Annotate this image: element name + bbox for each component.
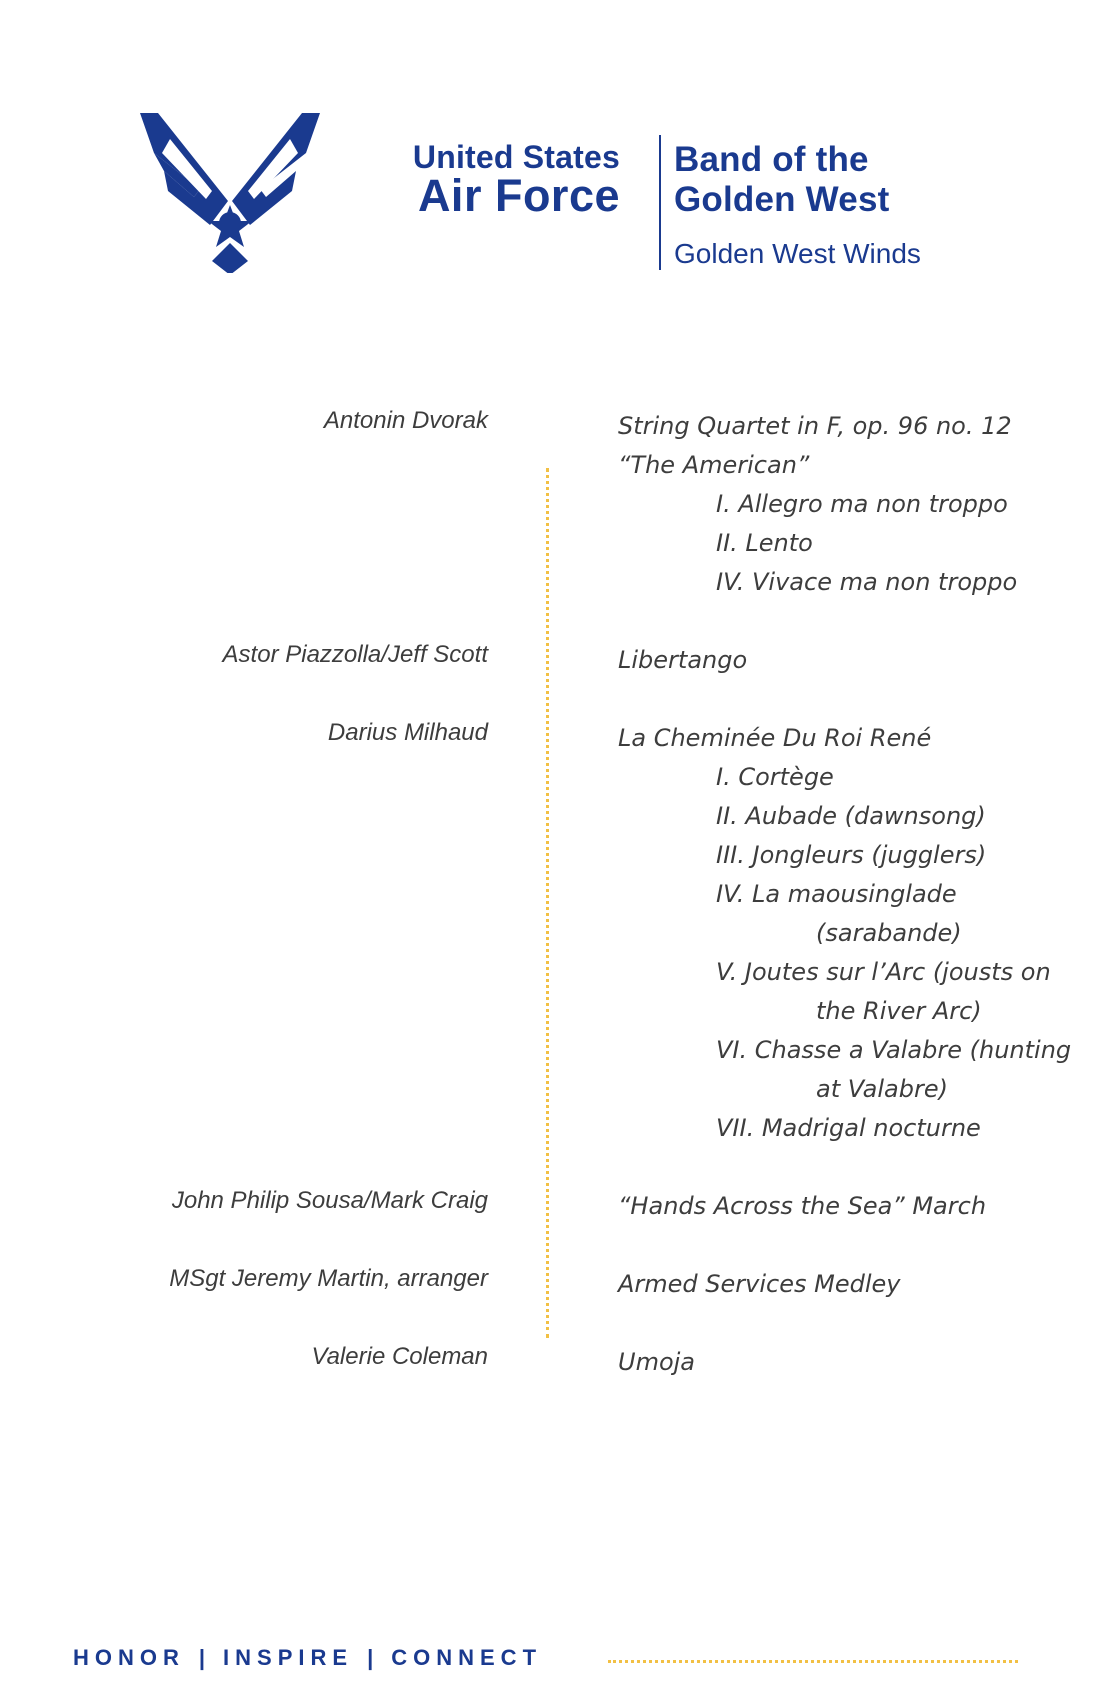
composer-name: Astor Piazzolla/Jeff Scott [222, 641, 488, 668]
footer-dotted-rule [608, 1660, 1018, 1663]
work-title-line: La Cheminée Du Roi René [618, 724, 932, 752]
movement-item: II. Aubade (dawnsong) [716, 802, 986, 830]
motto-connect: CONNECT [391, 1645, 543, 1670]
brand-band [674, 140, 889, 220]
movement-item: VII. Madrigal nocturne [716, 1114, 981, 1142]
work-title-line: Libertango [618, 646, 748, 674]
work-title [618, 641, 747, 680]
composer-name: MSgt Jeremy Martin, arranger [169, 1265, 488, 1292]
movement-item-continued: the River Arc) [816, 997, 982, 1025]
brand-line-band-of-the: Band of the [674, 140, 869, 179]
page-header [140, 105, 1020, 275]
ensemble-name: Golden West Winds [674, 238, 921, 269]
work-title-line: “Hands Across the Sea” March [618, 1192, 987, 1220]
work-title-line: “The American” [618, 451, 810, 479]
work-title-line: String Quartet in F, op. 96 no. 12 [618, 412, 1012, 440]
movement-item-continued: at Valabre) [816, 1075, 948, 1103]
composer-name: Valerie Coleman [311, 1343, 488, 1370]
movement-item: I. Allegro ma non troppo [716, 490, 1008, 518]
composer-name: John Philip Sousa/Mark Craig [171, 1187, 488, 1214]
brand-usaf [340, 139, 620, 221]
work-title [618, 1265, 900, 1304]
movement-item: IV. Vivace ma non troppo [716, 568, 1018, 596]
movement-item: I. Cortège [716, 763, 834, 791]
movement-list [716, 485, 1017, 602]
motto-honor: HONOR [73, 1645, 185, 1670]
brand-divider [659, 135, 661, 270]
movement-list [716, 758, 1071, 1148]
movement-item: V. Joutes sur l’Arc (jousts on [716, 958, 1051, 986]
work-title [618, 1343, 695, 1382]
brand-line-air-force: Air Force [417, 170, 620, 221]
motto-separator: | [198, 1645, 206, 1670]
movement-item: II. Lento [716, 529, 813, 557]
brand-line-united-states: United States [412, 139, 620, 175]
work-title [618, 719, 931, 758]
movement-item: III. Jongleurs (jugglers) [716, 841, 987, 869]
brand-line-golden-west: Golden West [674, 180, 890, 219]
movement-item: IV. La maousinglade [716, 880, 957, 908]
movement-item: VI. Chasse a Valabre (hunting [716, 1036, 1072, 1064]
work-title-line: Umoja [618, 1348, 696, 1376]
motto-inspire: INSPIRE [223, 1645, 354, 1670]
composer-name: Darius Milhaud [327, 719, 488, 746]
work-title [618, 407, 1012, 485]
program-divider [546, 468, 549, 1338]
motto-separator: | [367, 1645, 374, 1670]
work-title-line: Armed Services Medley [618, 1270, 901, 1298]
work-title [618, 1187, 986, 1226]
footer-motto [73, 1645, 542, 1671]
composer-name: Antonin Dvorak [323, 407, 488, 434]
air-force-wings-icon [140, 113, 320, 273]
movement-item-continued: (sarabande) [816, 919, 962, 947]
